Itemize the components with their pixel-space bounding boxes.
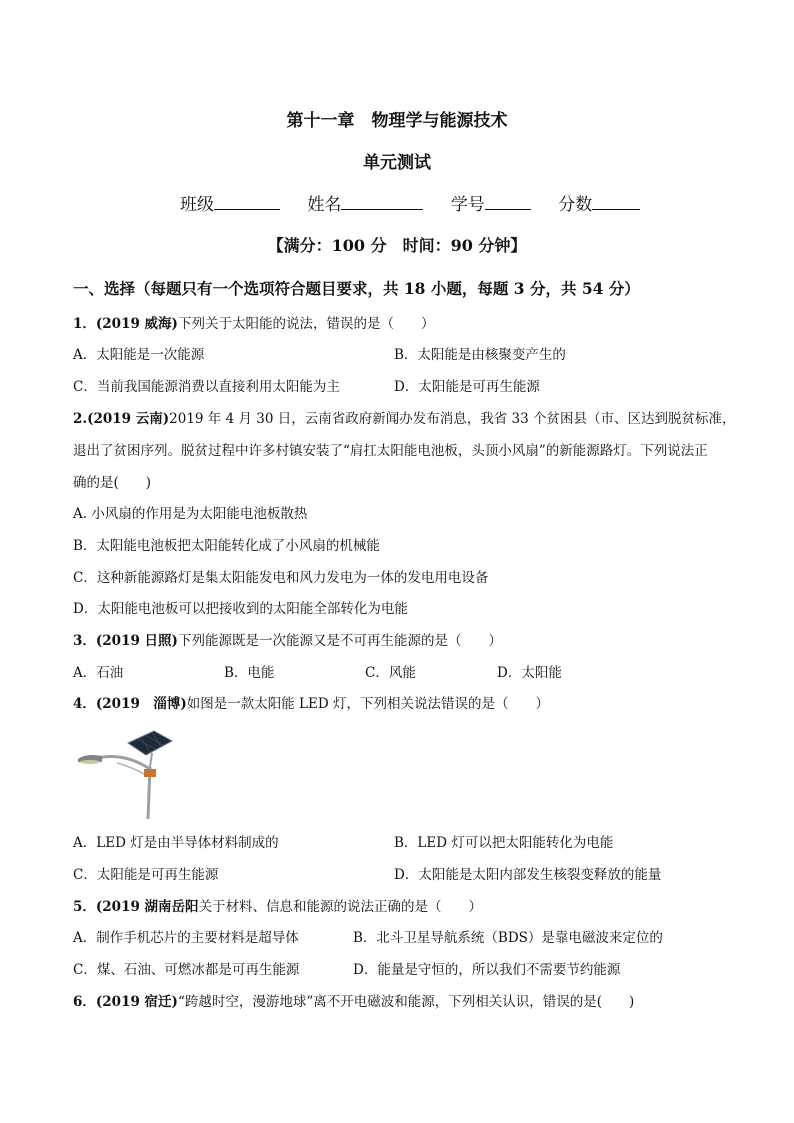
question-5-stem — [73, 898, 482, 916]
question-5-option-d: D．能量是守恒的，所以我们不需要节约能源 — [353, 962, 621, 978]
question-5-option-c: C．煤、石油、可燃冰都是可再生能源 — [73, 962, 300, 978]
question-5-text: 关于材料、信息和能源的说法正确的是（ ） — [198, 899, 483, 915]
lamp-arm — [94, 757, 150, 769]
id-label: 学号 — [450, 195, 485, 215]
name-field — [307, 195, 423, 215]
question-2-stem-line-2: 退出了贫困序列。脱贫过程中许多村镇安装了“肩扛太阳能电池板，头顶小风扇”的新能源路灯。下列说法正 — [73, 443, 708, 459]
question-6-stem — [73, 993, 634, 1011]
battery-box — [144, 769, 156, 777]
question-3-number: 3．(2019 日照) — [73, 633, 178, 649]
question-4-stem — [73, 695, 549, 713]
question-4-text: 如图是一款太阳能 LED 灯，下列相关说法错误的是（ ） — [186, 696, 549, 712]
question-4-option-a: A．LED 灯是由半导体材料制成的 — [73, 835, 279, 851]
class-blank — [214, 193, 280, 210]
question-3-option-c: C．风能 — [365, 665, 416, 681]
score-label: 分数 — [558, 195, 593, 215]
question-2-option-c: C．这种新能源路灯是集太阳能发电和风力发电为一体的发电用电设备 — [73, 570, 489, 586]
question-2-option-d: D．太阳能电池板可以把接收到的太阳能全部转化为电能 — [73, 601, 408, 617]
panel-mount — [150, 753, 152, 767]
solar-led-streetlight-image — [72, 729, 192, 819]
question-1-option-b: B．太阳能是由核聚变产生的 — [394, 347, 566, 363]
question-1-option-d: D．太阳能是可再生能源 — [394, 379, 540, 395]
question-3-option-a: A．石油 — [73, 665, 124, 681]
question-6-number: 6．(2019 宿迁) — [73, 994, 178, 1010]
question-3-text: 下列能源既是一次能源又是不可再生能源的是（ ） — [177, 633, 502, 649]
question-2-number: 2.(2019 云南) — [73, 411, 170, 427]
page-title: 第十一章 物理学与能源技术 — [286, 111, 508, 131]
question-2-stem-line-1 — [73, 410, 736, 428]
class-label: 班级 — [180, 195, 214, 215]
question-3-option-b: B．电能 — [224, 665, 275, 681]
question-2-stem-line-3: 确的是( ) — [73, 475, 152, 491]
page-subtitle: 单元测试 — [363, 153, 431, 173]
question-2-option-b: B．太阳能电池板把太阳能转化成了小风扇的机械能 — [73, 538, 380, 554]
question-3-option-d: D．太阳能 — [497, 665, 562, 681]
lamp-light — [80, 760, 100, 764]
exam-meta: 【满分：100 分 时间：90 分钟】 — [267, 236, 527, 255]
score-blank — [592, 193, 640, 210]
question-2-text-1: 2019 年 4 月 30 日，云南省政府新闻办发布消息，我省 33 个贫困县（市、区达到脱贫标准， — [169, 411, 736, 427]
student-info-row — [180, 190, 662, 215]
question-5-number: 5．(2019 湖南岳阳 — [73, 899, 199, 915]
question-6-text: “跨越时空，漫游地球”离不开电磁波和能源，下列相关认识，错误的是( ) — [177, 994, 635, 1010]
score-field — [558, 195, 640, 215]
name-label: 姓名 — [307, 195, 342, 215]
question-1-text: 下列关于太阳能的说法，错误的是（ ） — [177, 316, 435, 332]
question-1-stem — [73, 315, 434, 333]
question-4-option-b: B．LED 灯可以把太阳能转化为电能 — [394, 835, 614, 851]
question-5-option-a: A．制作手机芯片的主要材料是超导体 — [73, 930, 299, 946]
class-field — [180, 195, 280, 215]
question-4-option-d: D．太阳能是太阳内部发生核裂变释放的能量 — [394, 867, 662, 883]
question-1-number: 1．(2019 威海) — [73, 316, 178, 332]
question-5-option-b: B．北斗卫星导航系统（BDS）是靠电磁波来定位的 — [353, 930, 663, 946]
question-1-option-a: A．太阳能是一次能源 — [73, 347, 205, 363]
id-field — [451, 195, 531, 215]
question-3-stem — [73, 632, 502, 650]
question-4-option-c: C．太阳能是可再生能源 — [73, 867, 219, 883]
section-heading: 一、选择（每题只有一个选项符合题目要求，共 18 小题，每题 3 分，共 54 分） — [73, 279, 640, 298]
name-blank — [341, 193, 423, 210]
question-1-option-c: C．当前我国能源消费以直接利用太阳能为主 — [73, 379, 340, 395]
question-2-option-a: A. 小风扇的作用是为太阳能电池板散热 — [73, 506, 308, 522]
id-blank — [485, 193, 531, 210]
question-4-number: 4．(2019 淄博) — [73, 696, 187, 712]
